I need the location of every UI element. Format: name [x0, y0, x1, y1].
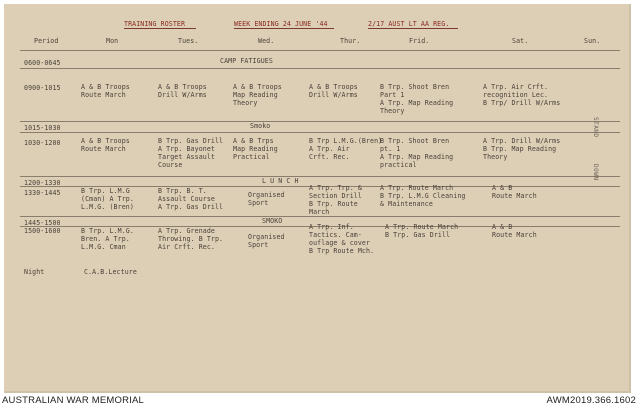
span-cell: L U N C H [262, 177, 299, 185]
tues-cell: B Trp. B. T. Assault Course A Trp. Gas Drill [158, 187, 224, 211]
col-header-period: Period [34, 37, 59, 45]
sat-cell: A Trp. Air Crft. recognition Lec. B Trp/ Drill W/Arms [483, 83, 561, 107]
col-header-thur: Thur. [340, 37, 361, 45]
span-cell: CAMP FATIGUES [220, 57, 273, 65]
row-rule [20, 132, 620, 133]
span-cell: Smoko [250, 122, 271, 130]
sat-cell: A Trp. Drill W/Arms B Trp. Map Reading Theory [483, 137, 561, 161]
week-underline [234, 28, 334, 29]
sat-cell: A & B Route March [492, 184, 537, 200]
col-header-tues: Tues. [178, 37, 199, 45]
sat-cell: A & B Route March [492, 223, 537, 239]
mon-cell: B Trp. L.M.G (Cman) A Trp. L.M.G. (Bren) [81, 187, 134, 211]
tues-cell: B Trp. Gas Drill A Trp. Bayonet Target Assault Course [158, 137, 224, 169]
period-cell: 1330-1445 [24, 189, 61, 197]
wed-cell: A & B Trps Map Reading Practical [233, 137, 278, 161]
period-cell: 1030-1200 [24, 139, 61, 147]
mon-cell: B Trp. L.M.G. Bren. A Trp. L.M.G. Cman [81, 227, 134, 251]
unit-underline [368, 28, 458, 29]
thur-cell: A Trp. Inf. Tactics. Cam- ouflage & cover B Trp Route Mch. [309, 223, 375, 255]
margin-note: DOWN [592, 164, 599, 181]
wed-cell: A & B Troops Map Reading Theory [233, 83, 282, 107]
title-underline [124, 28, 196, 29]
wed-cell: Organised Sport [248, 191, 285, 207]
tues-cell: A & B Troops Drill W/Arms [158, 83, 207, 99]
col-header-mon: Mon [106, 37, 119, 45]
period-cell: 1200-1330 [24, 179, 61, 187]
footer-accession: AWM2019.366.1602 [546, 395, 636, 406]
row-rule [20, 216, 620, 217]
col-header-wed: Wed. [258, 37, 275, 45]
frid-cell: A Trp. Route March B Trp. L.M.G Cleaning & Maintenance [380, 184, 466, 208]
frid-cell: B Trp. Shoot Bren Part 1 A Trp. Map Reading Theory [380, 83, 454, 115]
week-ending: WEEK ENDING 24 JUNE '44 [234, 20, 328, 28]
row-rule [20, 68, 620, 69]
roster-title: TRAINING ROSTER [124, 20, 186, 28]
mon-cell: C.A.B.Lecture [84, 268, 137, 276]
mon-cell: A & B Troops Route March [81, 137, 130, 153]
frid-cell: B Trp. Shoot Bren pt. 1 A Trp. Map Reading practical [380, 137, 454, 169]
unit-name: 2/17 AUST LT AA REG. [368, 20, 450, 28]
thur-cell: A Trp. Trp. & Section Drill B Trp. Route March [309, 184, 362, 216]
thur-cell: B Trp L.M.G.(Bren) A Trp. Air Crft. Rec. [309, 137, 383, 161]
period-cell: 1445-1500 [24, 219, 61, 227]
row-rule [20, 176, 620, 177]
period-cell: 0600-0645 [24, 59, 61, 67]
period-cell: 0900-1015 [24, 84, 61, 92]
period-cell: 1015-1030 [24, 124, 61, 132]
roster-sheet [4, 4, 631, 393]
mon-cell: A & B Troops Route March [81, 83, 130, 99]
span-cell: SMOKO [262, 217, 283, 225]
thur-cell: A & B Troops Drill W/Arms [309, 83, 358, 99]
header-rule [20, 50, 620, 51]
period-cell: 1500-1600 [24, 227, 61, 235]
footer-institution: AUSTRALIAN WAR MEMORIAL [2, 395, 145, 406]
col-header-sat: Sat. [512, 37, 529, 45]
col-header-frid: Frid. [409, 37, 430, 45]
wed-cell: Organised Sport [248, 233, 285, 249]
frid-cell: A Trp. Route March B Trp. Gas Drill [385, 223, 459, 239]
row-rule [20, 121, 620, 122]
margin-note: STAND [592, 117, 599, 138]
tues-cell: A Trp. Grenade Throwing. B Trp. Air Crft. Rec. [158, 227, 224, 251]
col-header-sun: Sun. [584, 37, 601, 45]
period-cell: Night [24, 268, 45, 276]
